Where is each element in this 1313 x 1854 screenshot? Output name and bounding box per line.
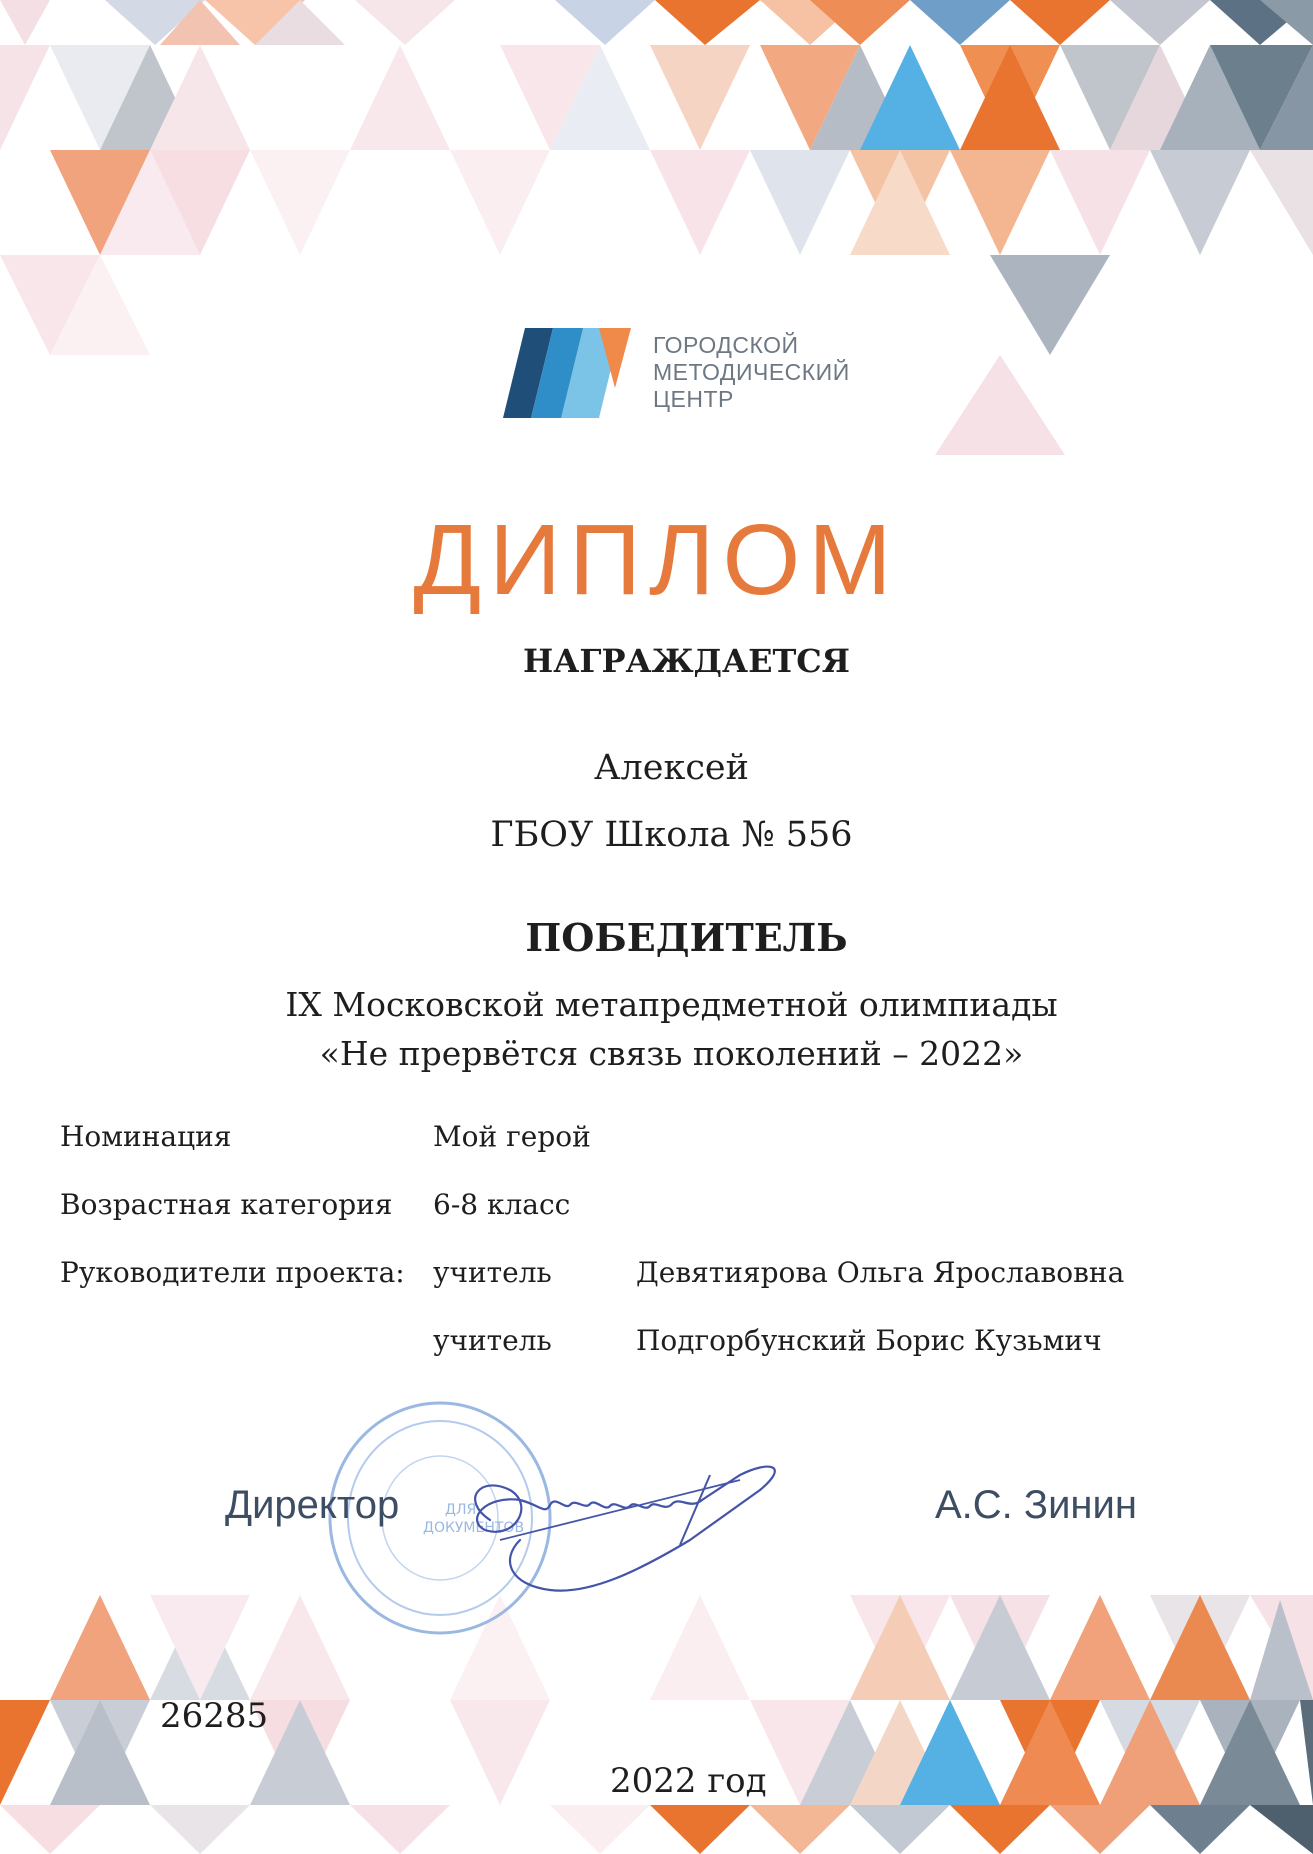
director-signature — [440, 1420, 840, 1610]
project-leaders-label: Руководители проекта: — [60, 1256, 405, 1289]
logo-line-3: ЦЕНТР — [653, 386, 734, 412]
leader-2-role: учитель — [433, 1324, 552, 1357]
age-category-value: 6-8 класс — [433, 1188, 571, 1221]
awarded-heading: НАГРАЖДАЕТСЯ — [523, 642, 850, 680]
leader-1-name: Девятиярова Ольга Ярославовна — [636, 1256, 1125, 1289]
nomination-value: Мой герой — [433, 1120, 591, 1153]
organization-logo — [503, 328, 863, 420]
logo-mark-icon — [503, 328, 633, 420]
director-label: Директор — [225, 1483, 400, 1527]
winner-status: ПОБЕДИТЕЛЬ — [525, 915, 848, 960]
stamp-text-2: ДОКУМЕНТОВ — [423, 1520, 525, 1536]
nomination-label: Номинация — [60, 1120, 232, 1153]
age-category-label: Возрастная категория — [60, 1188, 393, 1221]
stamp-text-1: ДЛЯ — [445, 1502, 477, 1518]
logo-line-1: ГОРОДСКОЙ — [653, 332, 799, 358]
event-line-2: «Не прервётся связь поколений – 2022» — [319, 1034, 1024, 1073]
leader-1-role: учитель — [433, 1256, 552, 1289]
diploma-number: 26285 — [160, 1696, 269, 1736]
recipient-name: Алексей — [594, 748, 749, 788]
leader-2-name: Подгорбунский Борис Кузьмич — [636, 1324, 1102, 1357]
recipient-school: ГБОУ Школа № 556 — [490, 815, 853, 855]
director-name: А.С. Зинин — [935, 1483, 1137, 1527]
logo-line-2: МЕТОДИЧЕСКИЙ — [653, 359, 850, 385]
diploma-year: 2022 год — [610, 1761, 767, 1801]
event-line-1: IX Московской метапредметной олимпиады — [285, 985, 1058, 1024]
diploma-title: ДИПЛОМ — [413, 504, 900, 616]
